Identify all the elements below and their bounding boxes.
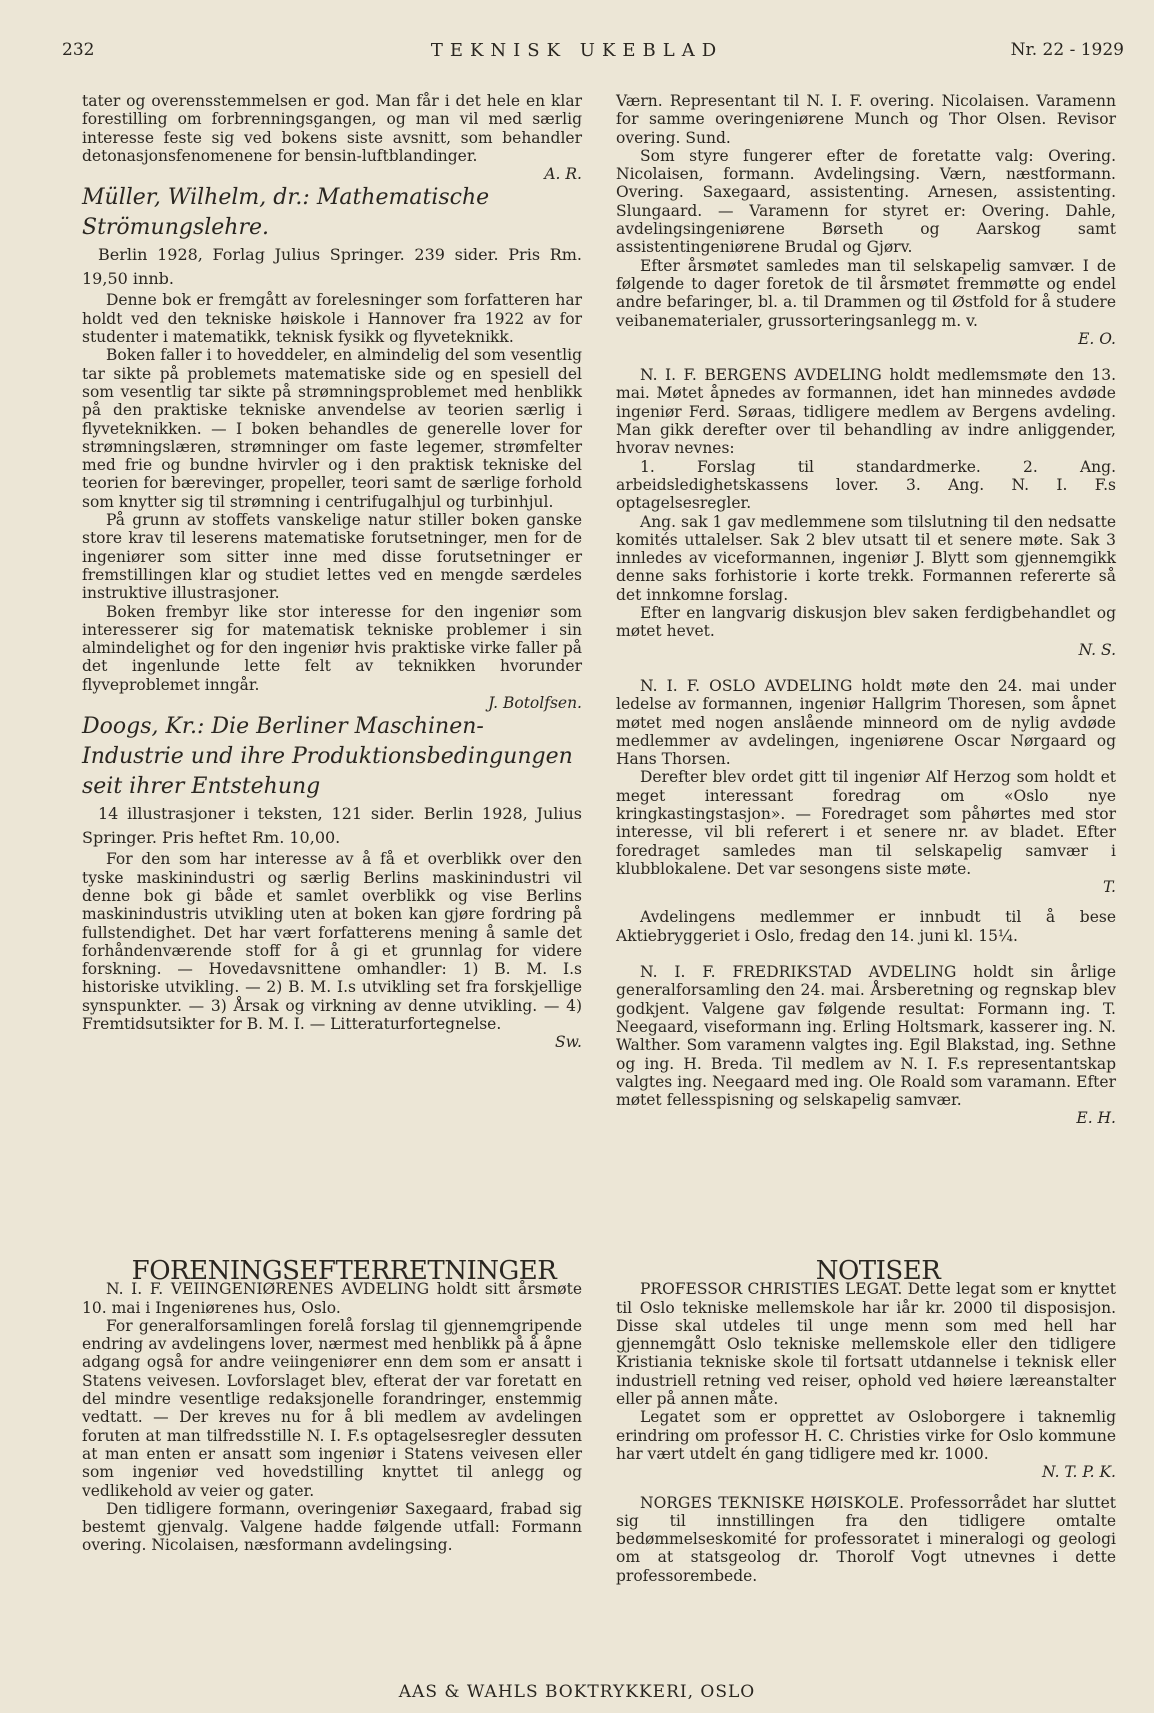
paragraph: På grunn av stoffets vanskelige natur stiller boken ganske store krav til leserens matematiske forutsetninger, men for de ingeniører som sitter inne med disse forutsetninger er fremstillingen klar og studiet lettes ved en mengde særdeles instruktive illustrasjoner. <box>82 511 582 603</box>
paragraph: Som styre fungerer efter de foretatte valg: Overing. Nicolaisen, formann. Avdelingsing. Værn, næstformann. Overing. Saxegaard, assistenting. Arnesen, assistenting. Slungaard. — Varamenn for styret er: Overing. Dahle, avdelingsingeniørene Børseth og Aarskog samt assistentingeniørene Brudal og Gjørv. <box>616 146 1116 257</box>
paragraph: Boken frembyr like stor interesse for den ingeniør som interesserer sig for matematisk tekniske problemer i sin almindelighet og for den ingeniør hvis praktiske virke faller på det ingenlunde lette felt av teknikken hvorunder flyveproblemet inngår. <box>82 602 582 694</box>
section-title-foreningsefterretninger: FORENINGSEFTERRETNINGER <box>131 1256 557 1286</box>
book-meta: Berlin 1928, Forlag Julius Springer. 239 sider. Pris Rm. 19,50 innb. <box>82 245 582 289</box>
book-title: Müller, Wilhelm, dr.: Mathematische Strömungslehre. <box>82 185 490 241</box>
paragraph: For den som har interesse av å få et overblikk over den tyske maskinindustri og særlig Berlins maskinindustri vil denne bok gi både et samlet overblikk og vise Berlins maskinindustris utvikling uten at boken kan gjøre fordring på fullstendighet. Det har vært forfatterens mening å samle det forhåndenværende stoff for å gi et grunnlag for videre forskning. — Hovedavsnittene omhandler: 1) B. M. I.s historiske utvikling. — 2) B. M. I.s utvikling set fra forskjellige synspunkter. — 3) Årsak og virkning av denne utvikling. — 4) Fremtidsutsikter for B. M. I. — Litteraturfortegnelse. <box>82 850 582 1033</box>
paragraph: For generalforsamlingen forelå forslag til gjennemgripende endring av avdelingens lover, nærmest med henblikk på å åpne adgang også for andre veiingeniører enn dem som er ansatt i Statens veivesen. Lovforslaget blev, efterat der var foretatt en del mindre vesentlige redaksjonelle forandringer, enstemmig vedtatt. — Der kreves nu for å bli medlem av avdelingen foruten at man tilfredsstille N. I. F.s optagelsesregler dessuten at man enten er ansatt som ingeniør i Statens veivesen eller som ingeniør ved hovedstilling knyttet til anlegg og vedlikehold av veier og gater. <box>82 1316 582 1500</box>
signature: E. O. <box>1078 329 1116 348</box>
signature: A. R. <box>544 165 582 184</box>
signature: N. T. P. K. <box>1042 1463 1116 1482</box>
issue-number: Nr. 22 - 1929 <box>1010 40 1124 60</box>
paragraph: Ang. sak 1 gav medlemmene som tilslutning til den nedsatte komités uttalelser. Sak 2 blev utsatt til et senere møte. Sak 3 innledes av viceformannen, ingeniør J. Blytt som gjennemgikk denne saks forhistorie i korte trekk. Formannen refererte så det innkomne forslag. <box>616 512 1116 604</box>
signature: T. <box>1103 878 1116 897</box>
section-title-notiser: NOTISER <box>815 1256 941 1286</box>
paragraph: NORGES TEKNISKE HØISKOLE. Professorrådet har sluttet sig til innstillingen fra den tidligere omtalte bedømmelseskomité for professoratet i mineralogi og geologi om at statsgeolog dr. Thorolf Vogt utnevnes i dette professorembede. <box>616 1493 1116 1585</box>
column-left-top <box>82 92 582 1052</box>
paragraph: Legatet som er opprettet av Osloborgere i taknemlig erindring om professor H. C. Christies virke for Oslo kommune har vært utdelt én gang tidligere med kr. 1000. <box>616 1408 1116 1463</box>
signature: N. S. <box>1078 640 1116 659</box>
page-number: 232 <box>62 40 95 60</box>
book-title: Doogs, Kr.: Die Berliner Maschinen-Industrie und ihre Produktionsbedingungen seit ihrer Entstehung <box>82 714 573 800</box>
paragraph: N. I. F. OSLO AVDELING holdt møte den 24. mai under ledelse av formannen, ingeniør Hallgrim Thoresen, som åpnet møtet med nogen anslående minneord om de nylig avdøde medlemmer av avdelingen, ingeniørene Oscar Nørgaard og Hans Thorsen. <box>616 676 1116 769</box>
column-left-bottom <box>82 1256 582 1555</box>
paragraph: 1. Forslag til standardmerke. 2. Ang. arbeidsledighetskassens lover. 3. Ang. N. I. F.s optagelsesregler. <box>616 457 1116 513</box>
paragraph: PROFESSOR CHRISTIES LEGAT. Dette legat som er knyttet til Oslo tekniske mellemskole har iår kr. 2000 til disposisjon. Disse skal utdeles til unge menn som med hell har gjennemgått Oslo tekniske mellemskole eller den tidligere Kristiania tekniske skole til fortsatt utdannelse i teknisk eller industriell retning ved reiser, ophold ved høiere læreanstalter eller på annen måte. <box>616 1280 1116 1409</box>
book-meta: 14 illustrasjoner i teksten, 121 sider. Berlin 1928, Julius Springer. Pris heftet Rm. 10,00. <box>82 804 582 848</box>
paragraph: N. I. F. FREDRIKSTAD AVDELING holdt sin årlige generalforsamling den 24. mai. Årsberetning og regnskap blev godkjent. Valgene gav følgende resultat: Formann ing. T. Neegaard, viseformann ing. Erling Holtsmark, kasserer ing. N. Walther. Som varamenn valgtes ing. Egil Blakstad, ing. Sethne og ing. H. Breda. Til medlem av N. I. F.s representantskap valgtes ing. Neegaard med ing. Ole Roald som varamann. Efter møtet fellesspisning og selskapelig samvær. <box>616 963 1116 1110</box>
paragraph: Boken faller i to hoveddeler, en almindelig del som vesentlig tar sikte på problemets matematiske side og en spesiell del som vesentlig tar sikte på strømningsproblemet med henblikk på den praktiske tekniske anvendelse av teorien særlig i flyveteknikken. — I boken behandles de generelle lover for strømningslæren, strømninger om faste legemer, strømfelter med frie og bundne hvirvler og i den praktisk tekniske del teorien for bærevinger, propeller, teori samt de særlige forhold som knytter sig til strømning i centrifugalhjul og turbinhjul. <box>82 346 582 511</box>
page-header <box>0 40 1154 70</box>
paragraph: Værn. Representant til N. I. F. overing. Nicolaisen. Varamenn for samme overingeniørene Munch og Thor Olsen. Revisor overing. Sund. <box>616 92 1116 147</box>
paragraph: Denne bok er fremgått av forelesninger som forfatteren har holdt ved den tekniske høiskole i Hannover fra 1922 av for studenter i matematikk, teknisk fysikk og flyveteknikk. <box>82 291 582 347</box>
paragraph: Efter en langvarig diskusjon blev saken ferdigbehandlet og møtet hevet. <box>616 604 1116 641</box>
paragraph: N. I. F. VEIINGENIØRENES AVDELING holdt sitt årsmøte 10. mai i Ingeniørenes hus, Oslo. <box>82 1280 582 1317</box>
paragraph: tater og overensstemmelsen er god. Man får i det hele en klar forestilling om forbrenningsgangen, og man vil med særlig interesse feste sig ved bokens siste avsnitt, som behandler detonasjonsfenomenene for bensin-luftblandinger. <box>82 92 582 165</box>
journal-title: TEKNISK UKEBLAD <box>430 40 724 61</box>
column-right-top <box>616 92 1116 1128</box>
signature: E. H. <box>1076 1109 1116 1128</box>
signature: J. Botolfsen. <box>488 694 582 713</box>
paragraph: Avdelingens medlemmer er innbudt til å bese Aktiebryggeriet i Oslo, fredag den 14. juni kl. 15¼. <box>616 908 1116 945</box>
column-right-bottom <box>616 1256 1116 1585</box>
paragraph: Efter årsmøtet samledes man til selskapelig samvær. I de følgende to dager foretok de til årsmøtet fremmøtte og endel andre befaringer, bl. a. til Drammen og til Østfold for å studere veibanematerialer, grussorteringsanlegg m. v. <box>616 256 1116 330</box>
paragraph: N. I. F. BERGENS AVDELING holdt medlemsmøte den 13. mai. Møtet åpnedes av formannen, idet han minnedes avdøde ingeniør Ferd. Søraas, tidligere medlem av Bergens avdeling. Man gikk derefter over til behandling av indre anliggender, hvorav nevnes: <box>616 366 1116 458</box>
paragraph: Derefter blev ordet gitt til ingeniør Alf Herzog som holdt et meget interessant foredrag om «Oslo nye kringkastingstasjon». — Foredraget som påhørtes med stor interesse, vil bli referert i et senere nr. av bladet. Efter foredraget samledes man til selskapelig samvær i klubblokalene. Det var sesongens siste møte. <box>616 768 1116 878</box>
printer-footer: AAS & WAHLS BOKTRYKKERI, OSLO <box>398 1682 756 1702</box>
signature: Sw. <box>555 1033 582 1052</box>
paragraph: Den tidligere formann, overingeniør Saxegaard, frabad sig bestemt gjenvalg. Valgene hadde følgende utfall: Formann overing. Nicolaisen, næsformann avdelingsing. <box>82 1499 582 1555</box>
